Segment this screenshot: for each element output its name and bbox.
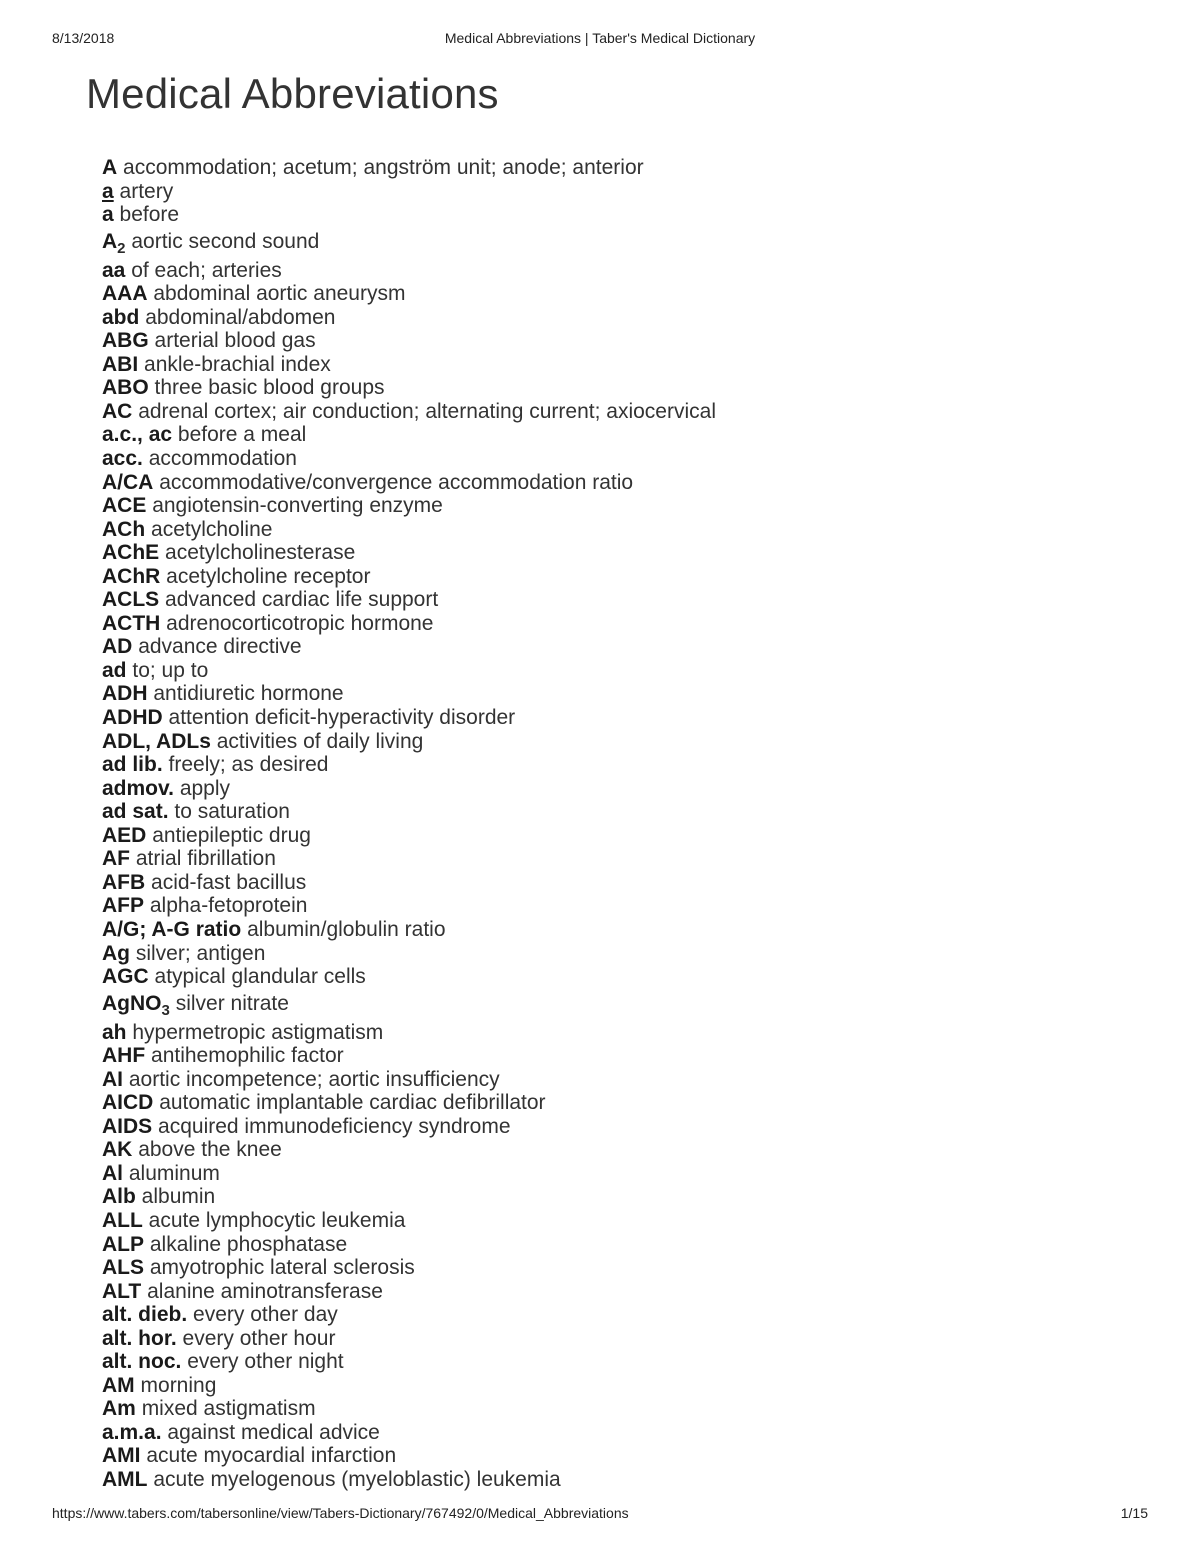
- abbreviation-term: ABG: [102, 329, 149, 353]
- abbreviation-term: AgNO: [102, 991, 162, 1015]
- abbreviation-definition: morning: [140, 1373, 217, 1397]
- abbreviation-term: A: [102, 156, 118, 179]
- abbreviation-term: Am: [102, 1397, 136, 1421]
- abbreviation-definition: adrenal cortex; air conduction; alternating current; axiocervical: [138, 399, 716, 423]
- abbreviation-entry: [102, 1044, 1140, 1068]
- abbreviation-entry: [102, 180, 1140, 204]
- abbreviation-term: ALS: [102, 1256, 144, 1280]
- abbreviation-definition: acute myelogenous (myeloblastic) leukemia: [153, 1467, 561, 1491]
- abbreviation-definition: apply: [179, 776, 231, 800]
- abbreviation-term: ah: [102, 1020, 127, 1044]
- abbreviation-definition: abdominal/abdomen: [145, 305, 336, 329]
- abbreviation-definition: to; up to: [132, 658, 209, 682]
- abbreviation-entry: [102, 1138, 1140, 1162]
- abbreviation-definition: before: [119, 203, 180, 227]
- abbreviation-term: alt. hor.: [102, 1326, 177, 1350]
- abbreviation-entry: [102, 329, 1140, 353]
- abbreviation-term: AHF: [102, 1044, 146, 1068]
- abbreviation-definition: against medical advice: [167, 1420, 380, 1444]
- abbreviation-term: ACTH: [102, 611, 161, 635]
- abbreviation-definition: acetylcholine receptor: [166, 564, 371, 588]
- abbreviation-definition: aortic second sound: [131, 229, 320, 253]
- abbreviation-term: ad sat.: [102, 800, 169, 824]
- abbreviation-definition: alpha-fetoprotein: [149, 894, 308, 918]
- abbreviation-term: ALL: [102, 1208, 143, 1232]
- abbreviation-entry: [102, 1397, 1140, 1421]
- abbreviation-term: ABI: [102, 352, 139, 376]
- abbreviation-term: AC: [102, 399, 133, 423]
- abbreviation-term: AF: [102, 847, 130, 871]
- abbreviation-definition: automatic implantable cardiac defibrillator: [159, 1091, 546, 1115]
- abbreviation-entry: [102, 282, 1140, 306]
- abbreviation-definition: alanine aminotransferase: [147, 1279, 383, 1303]
- abbreviation-definition: acquired immunodeficiency syndrome: [158, 1114, 511, 1138]
- abbreviation-definition: every other day: [193, 1303, 338, 1327]
- abbreviation-entry: [102, 1421, 1140, 1445]
- abbreviation-definition: aluminum: [128, 1161, 220, 1185]
- abbreviation-entry: [102, 203, 1140, 227]
- abbreviation-definition: activities of daily living: [216, 729, 424, 753]
- abbreviation-term: Alb: [102, 1185, 136, 1209]
- abbreviation-entry: [102, 1162, 1140, 1186]
- abbreviation-definition: amyotrophic lateral sclerosis: [149, 1256, 415, 1280]
- abbreviation-definition: every other hour: [182, 1326, 336, 1350]
- abbreviation-term: AAA: [102, 282, 148, 306]
- abbreviation-term: AD: [102, 635, 133, 659]
- abbreviation-term: ad lib.: [102, 753, 163, 777]
- abbreviation-entry: [102, 400, 1140, 424]
- abbreviation-term: acc.: [102, 447, 143, 471]
- abbreviation-entry: [102, 894, 1140, 918]
- abbreviation-definition: mixed astigmatism: [141, 1397, 316, 1421]
- abbreviation-definition: albumin: [141, 1185, 216, 1209]
- abbreviation-entry: [102, 1091, 1140, 1115]
- abbreviation-term: A/CA: [102, 470, 154, 494]
- abbreviation-entry: [102, 777, 1140, 801]
- abbreviation-entry: [102, 565, 1140, 589]
- abbreviation-term: Al: [102, 1161, 123, 1185]
- print-url: https://www.tabers.com/tabersonline/view/Tabers-Dictionary/767492/0/Medical_Abbreviations: [52, 1505, 629, 1521]
- page-title: Medical Abbreviations: [86, 70, 499, 117]
- abbreviation-entry: [102, 1374, 1140, 1398]
- abbreviation-entry: [102, 376, 1140, 400]
- abbreviation-definition: artery: [119, 179, 174, 203]
- abbreviation-term: ACLS: [102, 588, 160, 612]
- abbreviation-term: ACE: [102, 494, 147, 518]
- abbreviation-term: A: [102, 229, 118, 253]
- abbreviation-term: AML: [102, 1467, 148, 1491]
- abbreviation-entry: [102, 1350, 1140, 1374]
- abbreviation-term: AFB: [102, 870, 146, 894]
- abbreviation-definition: albumin/globulin ratio: [247, 917, 446, 941]
- abbreviation-definition: every other night: [187, 1350, 344, 1374]
- abbreviation-term: Ag: [102, 941, 130, 965]
- abbreviation-definition: atypical glandular cells: [154, 965, 366, 989]
- abbreviation-term: ABO: [102, 376, 149, 400]
- abbreviation-definition: to saturation: [174, 800, 290, 824]
- abbreviation-entry: [102, 1280, 1140, 1304]
- abbreviation-term: AChE: [102, 541, 160, 565]
- abbreviation-term: AMI: [102, 1444, 141, 1468]
- abbreviation-term: AK: [102, 1138, 133, 1162]
- abbreviation-term: AIDS: [102, 1114, 153, 1138]
- abbreviation-entry: [102, 824, 1140, 848]
- abbreviation-definition: arterial blood gas: [154, 329, 316, 353]
- abbreviation-entry: [102, 1444, 1140, 1468]
- abbreviation-entry: [102, 847, 1140, 871]
- abbreviation-definition: accommodation: [148, 447, 297, 471]
- abbreviation-term: alt. dieb.: [102, 1303, 188, 1327]
- abbreviation-subscript: 2: [117, 239, 126, 257]
- print-header: [52, 30, 1148, 48]
- abbreviation-definition: above the knee: [138, 1138, 282, 1162]
- print-page-title: Medical Abbreviations | Taber's Medical Dictionary: [444, 30, 756, 46]
- abbreviation-definition: advanced cardiac life support: [165, 588, 439, 612]
- abbreviation-term: AI: [102, 1067, 123, 1091]
- abbreviation-definition: angiotensin-converting enzyme: [152, 494, 443, 518]
- abbreviation-definition: antidiuretic hormone: [153, 682, 344, 706]
- abbreviation-entry: [102, 659, 1140, 683]
- abbreviation-definition: antihemophilic factor: [151, 1044, 344, 1068]
- abbreviation-term: AED: [102, 823, 147, 847]
- abbreviation-term: AFP: [102, 894, 144, 918]
- print-date: 8/13/2018: [52, 30, 115, 46]
- abbreviation-term: AICD: [102, 1091, 154, 1115]
- abbreviation-definition: three basic blood groups: [154, 376, 385, 400]
- abbreviation-entry: [102, 541, 1140, 565]
- abbreviation-definition: acid-fast bacillus: [151, 870, 307, 894]
- print-footer: [52, 1505, 1148, 1523]
- abbreviation-entry: [102, 871, 1140, 895]
- abbreviation-entry: [102, 942, 1140, 966]
- abbreviation-entry: [102, 635, 1140, 659]
- abbreviation-definition: acute lymphocytic leukemia: [148, 1208, 406, 1232]
- abbreviation-definition: atrial fibrillation: [135, 847, 276, 871]
- abbreviation-entry: [102, 1068, 1140, 1092]
- abbreviation-entry: [102, 1021, 1140, 1045]
- abbreviation-term: AGC: [102, 965, 149, 989]
- abbreviation-entry: [102, 1185, 1140, 1209]
- abbreviation-definition: silver nitrate: [175, 991, 289, 1015]
- abbreviation-term: AM: [102, 1373, 135, 1397]
- abbreviation-definition: attention deficit-hyperactivity disorder: [168, 706, 516, 730]
- abbreviation-term: a.c., ac: [102, 423, 173, 447]
- abbreviation-entry: [102, 1468, 1140, 1492]
- abbreviation-entry: [102, 259, 1140, 283]
- abbreviation-entry: [102, 1115, 1140, 1139]
- abbreviation-definition: adrenocorticotropic hormone: [166, 611, 434, 635]
- abbreviation-entry: [102, 588, 1140, 612]
- abbreviation-entry: [102, 706, 1140, 730]
- abbreviation-definition: advance directive: [138, 635, 302, 659]
- abbreviation-entry: [102, 227, 1140, 259]
- page-number: 1/15: [1120, 1505, 1148, 1521]
- abbreviation-entry: [102, 1256, 1140, 1280]
- abbreviation-entry: [102, 518, 1140, 542]
- abbreviation-term: a.m.a.: [102, 1420, 162, 1444]
- abbreviation-definition: accommodation; acetum; angström unit; anode; anterior: [123, 156, 644, 179]
- abbreviation-entry: [102, 730, 1140, 754]
- abbreviation-entry: [102, 800, 1140, 824]
- abbreviation-subscript: 3: [161, 1001, 170, 1019]
- abbreviation-entry: [102, 1233, 1140, 1257]
- abbreviation-term: ADL, ADLs: [102, 729, 211, 753]
- abbreviation-definition: before a meal: [177, 423, 307, 447]
- abbreviation-entry: [102, 494, 1140, 518]
- abbreviation-term: abd: [102, 305, 140, 329]
- abbreviation-term: ad: [102, 658, 127, 682]
- abbreviation-definition: accommodative/convergence accommodation ratio: [159, 470, 634, 494]
- abbreviation-entry: [102, 612, 1140, 636]
- abbreviation-entry: [102, 682, 1140, 706]
- abbreviation-entry: [102, 753, 1140, 777]
- abbreviation-term: ADH: [102, 682, 148, 706]
- abbreviation-definition: acute myocardial infarction: [146, 1444, 397, 1468]
- abbreviation-entry: [102, 306, 1140, 330]
- abbreviation-term: ACh: [102, 517, 146, 541]
- abbreviation-term: ALP: [102, 1232, 144, 1256]
- abbreviation-term: a: [102, 203, 114, 227]
- abbreviation-definition: abdominal aortic aneurysm: [153, 282, 406, 306]
- abbreviation-entry: [102, 1209, 1140, 1233]
- abbreviation-entry: [102, 471, 1140, 495]
- abbreviation-entry: [102, 965, 1140, 989]
- abbreviation-definition: of each; arteries: [131, 258, 282, 282]
- abbreviation-term: AChR: [102, 564, 161, 588]
- abbreviation-definition: silver; antigen: [135, 941, 266, 965]
- abbreviation-definition: acetylcholine: [151, 517, 273, 541]
- abbreviation-entry: [102, 423, 1140, 447]
- abbreviation-list: [102, 156, 1140, 1492]
- abbreviation-definition: antiepileptic drug: [152, 823, 311, 847]
- abbreviation-definition: aortic incompetence; aortic insufficiency: [128, 1067, 500, 1091]
- abbreviation-definition: hypermetropic astigmatism: [132, 1020, 384, 1044]
- abbreviation-term: alt. noc.: [102, 1350, 182, 1374]
- abbreviation-term: ADHD: [102, 706, 163, 730]
- abbreviation-entry: [102, 353, 1140, 377]
- abbreviation-term: a: [102, 179, 114, 203]
- abbreviation-term: admov.: [102, 776, 174, 800]
- abbreviation-entry: [102, 1327, 1140, 1351]
- abbreviation-definition: alkaline phosphatase: [149, 1232, 348, 1256]
- abbreviation-definition: acetylcholinesterase: [165, 541, 356, 565]
- abbreviation-entry: [102, 918, 1140, 942]
- abbreviation-entry: [102, 1303, 1140, 1327]
- abbreviation-entry: [102, 447, 1140, 471]
- abbreviation-definition: freely; as desired: [168, 753, 329, 777]
- abbreviation-definition: ankle-brachial index: [144, 352, 331, 376]
- abbreviation-entry: [102, 156, 1140, 180]
- abbreviation-term: A/G; A-G ratio: [102, 917, 242, 941]
- abbreviation-entry: [102, 989, 1140, 1021]
- abbreviation-term: ALT: [102, 1279, 142, 1303]
- abbreviation-term: aa: [102, 258, 126, 282]
